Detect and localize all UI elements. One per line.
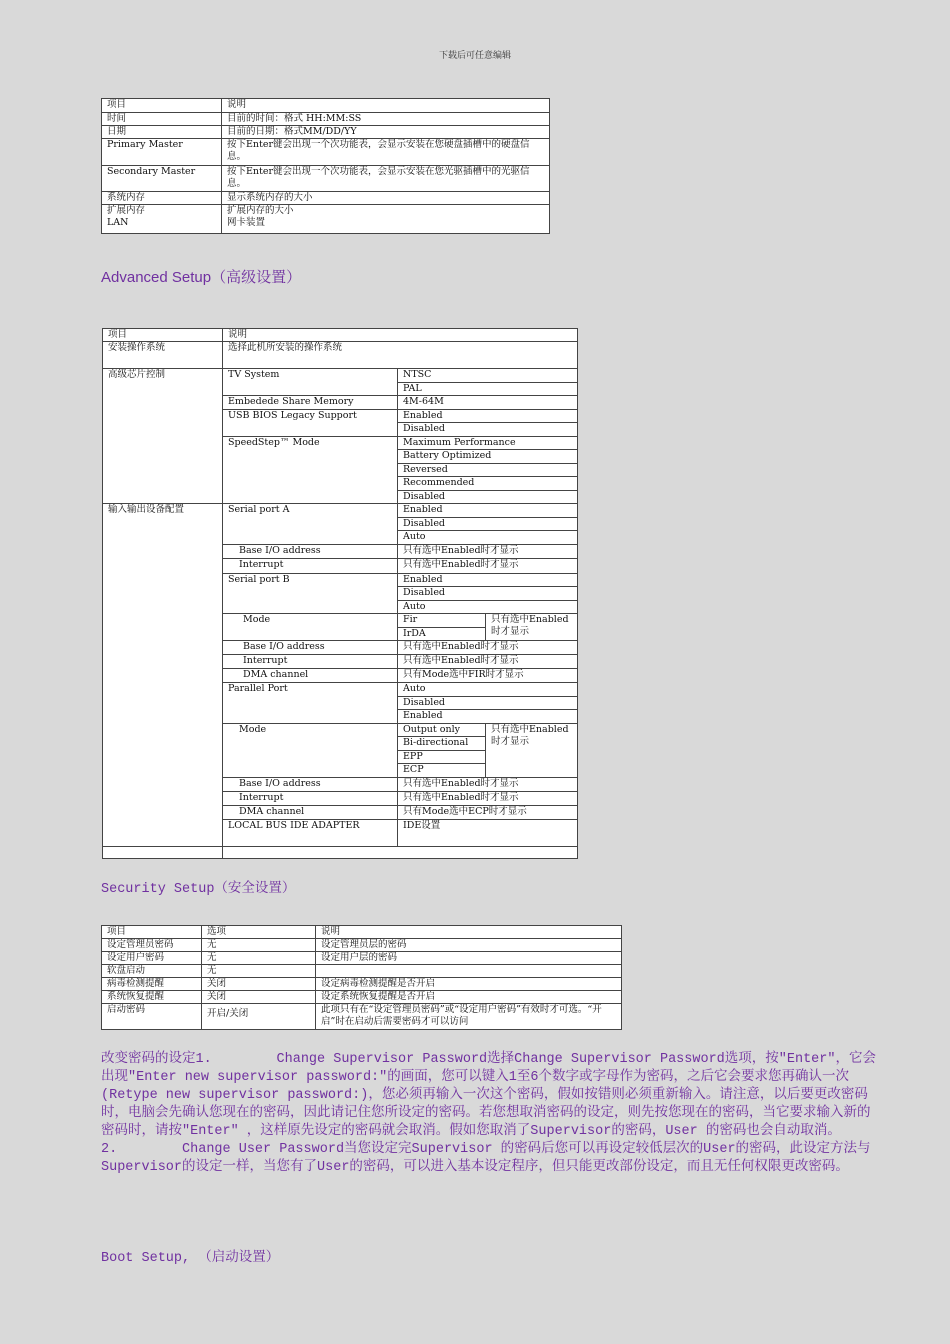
table-cell: 启动密码 bbox=[102, 1004, 202, 1030]
table-cell: 关闭 bbox=[202, 978, 316, 991]
table-cell-line: 扩展内存 bbox=[107, 205, 146, 216]
section-title-advanced: Advanced Setup（高级设置） bbox=[101, 269, 302, 286]
table-cell: Base I/O address bbox=[223, 777, 398, 791]
option-cell: IrDA bbox=[398, 627, 486, 641]
table-cell: 日期 bbox=[102, 126, 222, 139]
table-cell: 目前的日期：格式MM/DD/YY bbox=[222, 126, 550, 139]
option-cell: 4M-64M bbox=[398, 396, 578, 410]
table-header: 项目 bbox=[102, 99, 222, 113]
table-cell: 关闭 bbox=[202, 991, 316, 1004]
table-cell: Secondary Master bbox=[102, 166, 222, 192]
table-cell: Serial port B bbox=[223, 573, 398, 614]
note-cell: 只有选中Enabled时才显示 bbox=[398, 791, 578, 805]
table-cell: 系统恢复提醒 bbox=[102, 991, 202, 1004]
option-cell: Enabled bbox=[398, 504, 578, 518]
option-cell: PAL bbox=[398, 382, 578, 396]
advanced-setup-table bbox=[102, 328, 578, 859]
option-cell: Battery Optimized bbox=[398, 450, 578, 464]
note-cell: 只有Mode选中FIR时才显示 bbox=[398, 669, 578, 683]
table-cell: 无 bbox=[202, 939, 316, 952]
option-cell: NTSC bbox=[398, 369, 578, 383]
main-setup-table bbox=[101, 98, 550, 234]
table-header: 项目 bbox=[103, 329, 223, 342]
option-cell: Enabled bbox=[398, 573, 578, 587]
option-cell: Recommended bbox=[398, 477, 578, 491]
table-cell: 时间 bbox=[102, 113, 222, 126]
table-cell: 软盘启动 bbox=[102, 965, 202, 978]
option-cell: Bi-directional bbox=[398, 737, 486, 751]
table-cell-line: 扩展内存的大小 bbox=[227, 205, 294, 216]
table-cell-empty bbox=[103, 846, 223, 858]
option-cell: Disabled bbox=[398, 490, 578, 504]
note-cell: 只有Mode选中ECP时才显示 bbox=[398, 805, 578, 819]
table-cell: 按下Enter键会出现一个次功能表，会显示安装在您光驱插槽中的光驱信息。 bbox=[222, 166, 550, 192]
note-cell: 只有选中Enabled时才显示 bbox=[486, 723, 578, 777]
table-cell bbox=[102, 205, 222, 234]
note-cell: 只有选中Enabled时才显示 bbox=[398, 558, 578, 573]
table-cell-empty bbox=[223, 846, 578, 858]
table-cell bbox=[316, 965, 622, 978]
option-cell: Disabled bbox=[398, 587, 578, 601]
table-cell: Interrupt bbox=[223, 655, 398, 669]
table-header: 说明 bbox=[316, 926, 622, 939]
option-cell: Auto bbox=[398, 531, 578, 545]
table-cell: 无 bbox=[202, 952, 316, 965]
table-cell: Interrupt bbox=[223, 558, 398, 573]
table-cell: 安装操作系统 bbox=[103, 342, 223, 369]
option-cell: Disabled bbox=[398, 423, 578, 437]
table-cell: TV System bbox=[223, 369, 398, 396]
section-title-security: Security Setup（安全设置） bbox=[101, 882, 296, 897]
table-cell: Base I/O address bbox=[223, 544, 398, 558]
table-header: 选项 bbox=[202, 926, 316, 939]
note-cell: 只有选中Enabled时才显示 bbox=[486, 614, 578, 641]
table-cell: SpeedStep™ Mode bbox=[223, 436, 398, 504]
table-header: 说明 bbox=[223, 329, 578, 342]
option-cell: Auto bbox=[398, 600, 578, 614]
option-cell: Maximum Performance bbox=[398, 436, 578, 450]
table-cell-line: LAN bbox=[107, 217, 129, 228]
table-cell: 设定管理员层的密码 bbox=[316, 939, 622, 952]
option-cell: EPP bbox=[398, 750, 486, 764]
table-cell-line: 网卡装置 bbox=[227, 217, 266, 228]
option-cell: Disabled bbox=[398, 696, 578, 710]
table-cell: 病毒检测提醒 bbox=[102, 978, 202, 991]
table-cell: 高级芯片控制 bbox=[103, 369, 223, 504]
table-header: 项目 bbox=[102, 926, 202, 939]
table-cell: Mode bbox=[223, 723, 398, 777]
table-cell: Parallel Port bbox=[223, 683, 398, 724]
note-cell: 只有选中Enabled时才显示 bbox=[398, 655, 578, 669]
table-cell: 设定管理员密码 bbox=[102, 939, 202, 952]
option-cell: Enabled bbox=[398, 409, 578, 423]
section-title-boot: Boot Setup, （启动设置） bbox=[101, 1251, 280, 1266]
option-cell: Fir bbox=[398, 614, 486, 628]
table-cell bbox=[222, 205, 550, 234]
table-cell: 输入输出设备配置 bbox=[103, 504, 223, 847]
security-setup-table bbox=[101, 925, 622, 1030]
table-header: 说明 bbox=[222, 99, 550, 113]
option-cell: Reversed bbox=[398, 463, 578, 477]
note-cell: 只有选中Enabled时才显示 bbox=[398, 641, 578, 655]
table-cell: 选择此机所安装的操作系统 bbox=[223, 342, 578, 369]
note-cell: 只有选中Enabled时才显示 bbox=[398, 777, 578, 791]
paragraph: 改变密码的设定1. Change Supervisor Password选择Change Supervisor Password选项，按"Enter"，它会出现"Enter new supervisor password:"的画面，您可以键入1至6个数字或字母作为密码，之后它会要求您再确认一次(Retype new supervisor password:)，您必须再输入一次这个密码，假如按错则必须重新输入。请注意，以后要更改密码时，电脑会先确认您现在的密码，因此请记住您所设定的密码。若您想取消密码的设定，则先按您现在的密码，当它要求输入新的密码时，请按"Enter" ，这样原先设定的密码就会取消。假如您取消了Supervisor的密码，User 的密码也会自动取消。 bbox=[101, 1052, 876, 1139]
note-cell: 只有选中Enabled时才显示 bbox=[398, 544, 578, 558]
table-cell: Interrupt bbox=[223, 791, 398, 805]
option-cell: Output only bbox=[398, 723, 486, 737]
table-cell: 设定病毒检测提醒是否开启 bbox=[316, 978, 622, 991]
table-cell: DMA channel bbox=[223, 669, 398, 683]
table-cell: DMA channel bbox=[223, 805, 398, 819]
option-cell: ECP bbox=[398, 764, 486, 778]
table-cell: Primary Master bbox=[102, 139, 222, 166]
option-cell: Disabled bbox=[398, 517, 578, 531]
paragraph: 2. Change User Password当您设定完Supervisor 的密码后您可以再设定较低层次的User的密码，此设定方法与Supervisor的设定一样，当您有了User的密码，可以进入基本设定程序，但只能更改部份设定，而且无任何权限更改密码。 bbox=[101, 1142, 871, 1175]
table-cell: 按下Enter键会出现一个次功能表，会显示安装在您硬盘插槽中的硬盘信息。 bbox=[222, 139, 550, 166]
table-cell: 此项只有在“设定管理员密码”或“设定用户密码”有效时才可选。“开启”时在启动后需要密码才可以访问 bbox=[316, 1004, 622, 1030]
page-header: 下载后可任意编辑 bbox=[438, 51, 511, 61]
table-cell: 目前的时间：格式 HH:MM:SS bbox=[222, 113, 550, 126]
table-cell: LOCAL BUS IDE ADAPTER bbox=[223, 819, 398, 846]
table-cell: 设定系统恢复提醒是否开启 bbox=[316, 991, 622, 1004]
table-cell: Mode bbox=[223, 614, 398, 641]
table-cell: USB BIOS Legacy Support bbox=[223, 409, 398, 436]
table-cell: 系统内存 bbox=[102, 192, 222, 205]
password-instructions bbox=[101, 1051, 879, 1177]
table-cell: 开启/关闭 bbox=[202, 1004, 316, 1030]
table-cell: 显示系统内存的大小 bbox=[222, 192, 550, 205]
table-cell: 设定用户层的密码 bbox=[316, 952, 622, 965]
table-cell: IDE设置 bbox=[398, 819, 578, 846]
table-cell: 设定用户密码 bbox=[102, 952, 202, 965]
table-cell: Serial port A bbox=[223, 504, 398, 545]
option-cell: Auto bbox=[398, 683, 578, 697]
table-cell: Embedede Share Memory bbox=[223, 396, 398, 410]
table-cell: 无 bbox=[202, 965, 316, 978]
table-cell: Base I/O address bbox=[223, 641, 398, 655]
option-cell: Enabled bbox=[398, 710, 578, 724]
